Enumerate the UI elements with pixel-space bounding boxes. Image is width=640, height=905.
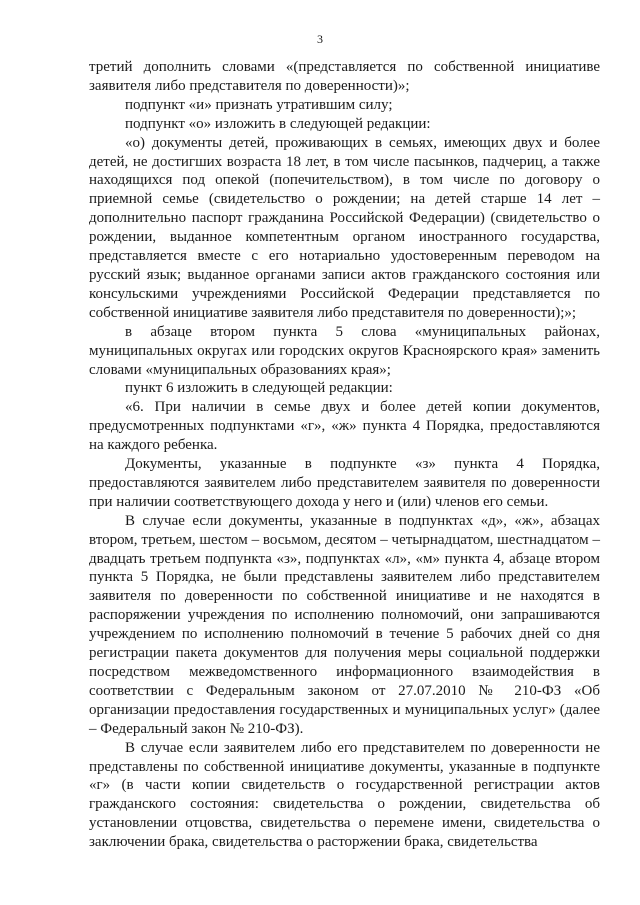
paragraph: подпункт «и» признать утратившим силу;: [125, 96, 393, 113]
paragraph: «6. При наличии в семье двух и более детей копии документов, предусмотренных подпунктами «г», «ж» пункта 4 Порядка, предоставляются на каждого ребенка.: [89, 399, 600, 454]
paragraph: в абзаце втором пункта 5 слова «муниципальных районах, муниципальных округах или городских округов Красноярского края» заменить словами «муниципальных образованиях края»;: [89, 323, 600, 378]
paragraph: третий дополнить словами «(представляется по собственной инициативе заявителя либо представителя по доверенности)»;: [89, 59, 600, 94]
document-body: [89, 58, 600, 852]
paragraph: В случае если документы, указанные в подпунктах «д», «ж», абзацах втором, третьем, шестом – восьмом, десятом – четырнадцатом, шестнадцатом – двадцать третьем подпункта «з», подпунктах «л», «м» пункта 4, абзаце втором пункта 5 Порядка, не были представлены заявителем либо представителем заявителя по доверенности по собственной инициативе и не находятся в распоряжении учреждения по исполнению полномочий, они запрашиваются учреждением по исполнению полномочий в течение 5 рабочих дней со дня регистрации пакета документов для получения меры социальной поддержки посредством межведомственного информационного взаимодействия в соответствии с Федеральным законом от 27.07.2010 № 210-ФЗ «Об организации предоставления государственных и муниципальных услуг» (далее – Федеральный закон № 210-ФЗ).: [89, 512, 600, 737]
paragraph: «о) документы детей, проживающих в семьях, имеющих двух и более детей, не достигших возраста 18 лет, в том числе пасынков, падчериц, а также находящихся под опекой (попечительством), в том числе по договору о приемной семье (свидетельство о рождении; на детей старше 14 лет – дополнительно паспорт гражданина Российской Федерации) (свидетельство о рождении, выданное компетентным органом иностранного государства, представляется вместе с его нотариально удостоверенным переводом на русский язык; выданное органами записи актов гражданского состояния или консульскими учреждениями Российской Федерации представляется по собственной инициативе заявителя либо представителя по доверенности);»;: [89, 134, 600, 321]
paragraph: Документы, указанные в подпункте «з» пункта 4 Порядка, предоставляются заявителем либо представителем заявителя по доверенности при наличии соответствующего дохода у него и (или) членов его семьи.: [89, 456, 600, 510]
page-number: 3: [317, 32, 323, 46]
paragraph: В случае если заявителем либо его представителем по доверенности не представлены по собственной инициативе документы, указанные в подпункте «г» (в части копии свидетельств о государственной регистрации актов гражданского состояния: свидетельства о рождении, свидетельства об установлении отцовства, свидетельства о перемене имени, свидетельства о заключении брака, свидетельства о расторжении брака, свидетельства: [89, 739, 600, 851]
paragraph: подпункт «о» изложить в следующей редакции:: [125, 115, 431, 132]
paragraph: пункт 6 изложить в следующей редакции:: [125, 380, 393, 397]
